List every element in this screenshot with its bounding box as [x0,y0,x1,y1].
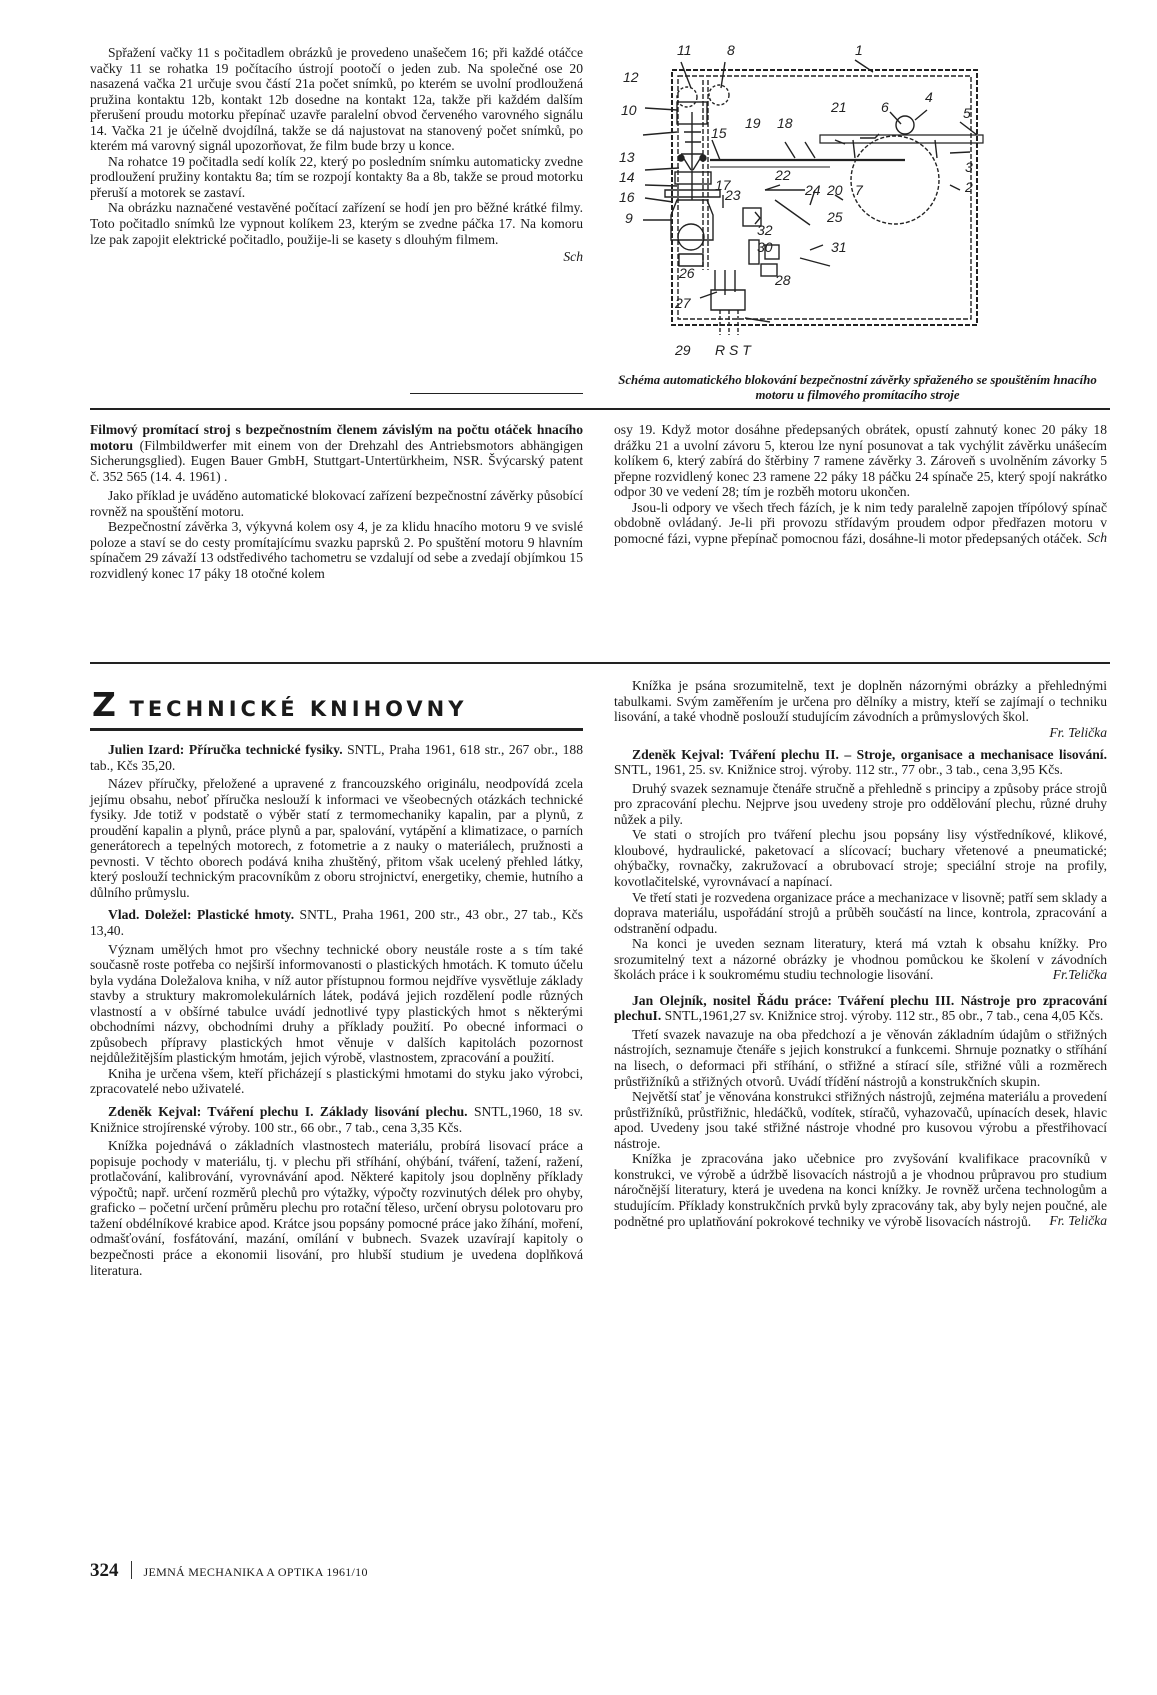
figure-label: 3 [965,159,973,175]
review-meta: SNTL, Praha 1961, 618 str., 267 obr., 188 tab., Kčs 35,20. [90,742,583,773]
figure-label: 18 [777,115,793,131]
review-meta: SNTL,1960, 18 sv. Knižnice strojírenské výroby. 100 str., 66 obr., 7 tab., cena 3,35 Kčs. [90,1104,583,1135]
figure-label: 30 [757,239,773,255]
book-review [614,993,1107,1229]
reviews-left-column [90,742,583,1278]
article-paragraph: Spřažení vačky 11 s počitadlem obrázků je provedeno unašečem 16; při každé otáčce vačky 11 se rohatka 19 počítacího ústrojí pootočí o jeden zub. Na společné ose 20 nasazená vačka 21 určuje svou částí 21a počet snímků, po kterém se uvolní prodloužená pružina kontaktu 12b, kontakt 12b dosedne na kontakt 12a, takže při každém dalším přerušení proudu motorku přepínač uzavře paralelní obvod červeného varovného signálu 14. Vačka 21 je účelně dvojdílná, takže se dá najustovat na stanovený počet snímků, po kterém má varovný signál upozorňovat, že film bude brzy u konce. [90,45,583,154]
patent-title: Filmový promítací stroj s bezpečnostním členem závislým na počtu otáček hnacího motoru [90,422,583,453]
review-title: Jan Olejník, nositel Řádu práce: Tváření plechu III. Nástroje pro zpracování plechuI. [614,992,1107,1024]
figure-label: 14 [619,169,635,185]
review-meta: SNTL,1961,27 sv. Knižnice stroj. výroby. 112 str., 85 obr., 7 tab., cena 4,05 Kčs. [661,1008,1104,1024]
middle-article-right [614,422,1107,546]
figure-label: 9 [625,210,633,226]
article-paragraph: osy 19. Když motor dosáhne předepsaných obrátek, opustí zahnutý konec 20 páky 18 drážku 21 a uvolní závoru 5, kterou lze nyní posunovat a tak vychýlit závěrku unášecím kolíkem 6, který zabírá do štěrbiny 7 ramene závěrky 3. Zároveň s uvolněním závorky 5 přepne rozvidlený konec 23 ramene 22 páky 18 páčku 24 spínače 25, který spojí nakrátko odpor 30 ve vedení 28; tím je rozběh motoru ukončen. [614,422,1107,500]
figure-label: 8 [727,42,735,58]
figure-label: 4 [925,89,933,105]
article-paragraph: Na obrázku naznačené vestavěné počítací zařízení se hodí jen pro běžné krátké filmy. Toto počitadlo snímků lze vypnout kolíkem 23, kterým se zvedne páčka 17. Na komoru lze pak zapojit elektrické počitadlo, použije-li se kasety s dlouhým filmem. [90,200,583,247]
figure-label: 32 [757,222,773,238]
middle-article-left [90,422,583,581]
book-review [90,742,583,900]
section-heading [92,685,585,725]
figure-label: 27 [675,295,691,311]
footer-separator [131,1561,132,1579]
figure-label: 7 [855,182,863,198]
article-paragraph: Jako příklad je uváděno automatické blokovací zařízení bezpečnostní závěrky působící rovněž na spouštění motoru. [90,488,583,519]
figure-label: 26 [679,265,695,281]
figure-label: 17 [715,177,731,193]
divider [410,393,583,394]
figure-label: 12 [623,69,639,85]
section-initial: Z [92,685,116,724]
divider [90,662,1110,664]
review-paragraph: Knížka je psána srozumitelně, text je doplněn názornými obrázky a přehlednými tabulkami. Svým zaměřením je určena pro dělníky a mistry, kteří se zajímají o techniku lisování, a také vhodně poslouží studujícím závodních a průmyslových škol. [614,678,1107,725]
review-signature: Fr. Telička [1049,1213,1107,1229]
review-meta: SNTL, Praha 1961, 200 str., 43 obr., 27 tab., Kčs 13,40. [90,907,583,939]
patent-reference [90,422,583,484]
review-paragraph: Ve stati o strojích pro tváření plechu jsou popsány lisy výstředníkové, klikové, kloubové, hydraulické, paketovací a slícovací; buchary vřetenové a pneumatické; ohýbačky, rovnačky, zakružovací a obrubovací stroje; speciální stroje na profily, kovotlačitelské, vyrovnávací a napínací. [614,827,1107,890]
figure-label: R S T [715,342,751,358]
review-paragraph: Kniha je určena všem, kteří přicházejí s plastickými hmotami do styku jako výrobci, zpracovatelé nebo uživatelé. [90,1065,583,1097]
figure-label: 21 [831,99,847,115]
review-paragraph: Největší stať je věnována konstrukci střižných nástrojů, zejména materiálu a provedení průstřižníků, průstřižnic, hledáčků, vodítek, stíračů, vyhazovačů, upínacích desek, hlavic apod. Uvedeny jsou také střižné nástroje vhodné pro kusovou výrobu a přestřihovací nástroje. [614,1089,1107,1151]
review-heading [90,1104,583,1135]
review-heading [614,747,1107,778]
review-paragraph: Název příručky, přeložené a upravené z francouzského originálu, neodpovídá zcela jejímu obsahu, neboť příručka neslouží k informaci ve všeobecných otázkách technické fysiky. Jde totiž v podstatě o výběr statí z termomechaniky kapalin, par a plynů, z proudění kapalin a plynů, práce plynů a par, spalování, vytápění a klimatizace, o parních generátorech a tepelných motorech, z fotometrie a z nauky o materiálech, pružnosti a pevnosti. V těchto oborech podává kniha zhuštěný, přitom však ucelený přehled látky, který poslouží technickým pracovníkům z oboru strojnictví, energetiky, chemie, hutního a důlního průmyslu. [90,776,583,900]
figure-label: 1 [855,42,863,58]
heading-underline [90,728,583,731]
figure-caption: Schéma automatického blokování bezpečnostní závěrky spřaženého se spouštěním hnacího motoru u filmového promítacího stroje [618,373,1097,402]
book-review [90,907,583,1097]
figure-label: 24 [805,182,821,198]
figure-label: 6 [881,99,889,115]
figure-label: 2 [965,179,973,195]
review-signature: Fr. Telička [1049,724,1107,740]
review-signature: Fr.Telička [1052,966,1107,982]
review-heading [90,907,583,938]
figure-label: 19 [745,115,761,131]
review-paragraph: Druhý svazek seznamuje čtenáře stručně a přehledně s principy a způsoby práce strojů pro zpracování plechu. Nejprve jsou uvedeny stroje pro oddělování plechu, různé druhy nůžek a pily. [614,780,1107,827]
schematic-diagram [605,40,1110,380]
review-title: Vlad. Doležel: Plastické hmoty. [108,907,295,923]
book-review [90,1104,583,1278]
journal-name: JEMNÁ MECHANIKA A OPTIKA 1961/10 [143,1565,368,1579]
patent-meta: (Filmbildwerfer mit einem von der Drehzahl des Antriebsmotors abhängigen Sicherungsglied). Eugen Bauer GmbH, Stuttgart-Untertürkheim, NSR. Švýcarský patent č. 352 565 (14. 4. 1961) . [90,437,583,484]
article-signature: Sch [563,249,583,265]
page-number: 324 [90,1560,119,1581]
review-heading [614,993,1107,1024]
article-paragraph: Bezpečnostní závěrka 3, výkyvná kolem osy 4, je za klidu hnacího motoru 9 ve svislé poloze a staví se do cesty promítajícímu svazku paprsků 2. Po spuštění motoru 9 hlavním spínačem 29 závaží 13 odstředivého tachometru se vzdalují od sebe a zvedají objímkou 15 rozvidlený konec 17 páky 18 otočné kolem [90,519,583,581]
figure-label: 15 [711,125,727,141]
figure-label: 20 [827,182,843,198]
figure [605,40,1110,422]
figure-label: 11 [677,42,692,58]
figure-label: 31 [831,239,847,255]
review-paragraph: Ve třetí stati je rozvedena organizace práce a mechanizace v lisovně; patří sem sklady a doprava materiálu, uspořádání strojů a průběh součástí na lince, kontrola, zpracování a odstranění odpadu. [614,889,1107,936]
review-paragraph: Význam umělých hmot pro všechny technické obory neustále roste a s tím také současně roste potřeba co nejširší informovanosti o plastických hmotách. K tomuto účelu byla vydána Doležalova kniha, v níž autor přístupnou formou nejdříve vysvětluje základy stavby a struktury makromolekulárních látek, podává jejich rozdělení podle různých vlastností a v obšírné tabulce uvádí jednotlivé typy plastických hmot s některými obchodními názvy, obchodními druhy a příklady použití. Po obecné informaci o způsobech přípravy plastických hmot věnuje v dalších kapitolách pozornost nejdůležitějším plastickým hmotám, jejich výrobě, vlastnostem, zpracování a použití. [90,941,583,1066]
review-paragraph: Knížka je zpracována jako učebnice pro zvyšování kvalifikace pracovníků v konstrukci, ve výrobě a údržbě lisovacích nástrojů a je vhodnou průpravou pro studium náročnější literatury, která je uvedena na konci knížky. Je rovněž určena technologům a studujícím. Příklady konstrukčních prvků byly zpracovány tak, aby byly nejen poučné, ale podnětné pro uplatňování pokrokové techniky ve výrobě lisovacích nástrojů. [614,1151,1107,1229]
page-footer [90,1560,590,1584]
book-review [614,747,1107,983]
divider [90,408,1110,410]
review-meta: SNTL, 1961, 25. sv. Knižnice stroj. výroby. 112 str., 77 obr., 3 tab., cena 3,95 Kčs. [614,762,1063,778]
review-title: Zdeněk Kejval: Tváření plechu I. Základy lisování plechu. [108,1104,468,1120]
figure-label: 5 [963,105,971,121]
review-paragraph: Knížka pojednává o základních vlastnostech materiálu, probírá lisovací práce a popisuje pochody v materiálu, tj. v plechu při stříhání, ohýbání, tváření, tažení, ražení, protlačování, kalibrování, vyrovnávání apod. Některé kapitoly jsou doplněny příklady výpočtů; např. určení rozměrů plechů pro výtažky, výpočty rozvinutých délek pro ohyby, graficko – početní určení průměru plechu pro rotační těleso, určení obrysu polotovaru pro tažení obdélníkové krabice apod. Krátce jsou popsány pomocné práce jako žíhání, moření, odmašťování, fosfátování, mazání, omílání v bubnech. Svazek uzavírají kapitoly o bezpečnosti práce a ekonomii lisování, pro hlubší studium je uvedena doplňková literatura. [90,1138,583,1278]
figure-label: 29 [675,342,691,358]
review-paragraph: Třetí svazek navazuje na oba předchozí a je věnován základním údajům o střižných nástrojích, seznamuje čtenáře s jejich konstrukcí a funkcemi. Shrnuje poznatky o stříhání na lisech, o deformaci při stříhání, o střižné a stírací síle, střižné vůli a rozměrech průstřižníků a střižných otvorů. Uvádí třídění nástrojů a konstrukčních skupin. [614,1026,1107,1089]
review-title: Zdeněk Kejval: Tváření plechu II. – Stroje, organisace a mechanisace lisování. [632,746,1107,762]
section-title: TECHNICKÉ KNIHOVNY [129,697,468,721]
review-title: Julien Izard: Příručka technické fysiky. [108,742,343,757]
review-heading [90,742,583,773]
top-left-article [90,45,583,265]
article-paragraph: Na rohatce 19 počitadla sedí kolík 22, který po posledním snímku automaticky zvedne prodloužení pružiny kontaktu 8a; tím se rozpojí kontakty 8a a 8b, takže se proud motorku přeruší a motorek se zastaví. [90,153,583,200]
figure-label: 28 [775,272,791,288]
figure-label: 13 [619,149,635,165]
review-paragraph: Na konci je uveden seznam literatury, která má vztah k obsahu knížky. Pro srozumitelný text a názorné obrázky je vhodnou pomůckou ke školení v závodních školách práce i k soukromému studiu technologie lisování. [614,936,1107,983]
figure-label: 16 [619,189,635,205]
figure-label: 25 [827,209,843,225]
article-signature: Sch [1087,530,1107,546]
reviews-right-column [614,678,1107,1229]
figure-label: 10 [621,102,637,118]
figure-label: 23 [725,187,741,203]
figure-label: 22 [775,167,791,183]
article-paragraph: Jsou-li odpory ve všech třech fázích, je k nim tedy paralelně zapojen třípólový spínač obdobně ovládaný. Je-li při provozu střídavým proudem odpor předřazen motoru v pomocné fázi, vypne přepínač pomocnou fázi, dosáhne-li motor předepsaných otáček. [614,499,1107,546]
